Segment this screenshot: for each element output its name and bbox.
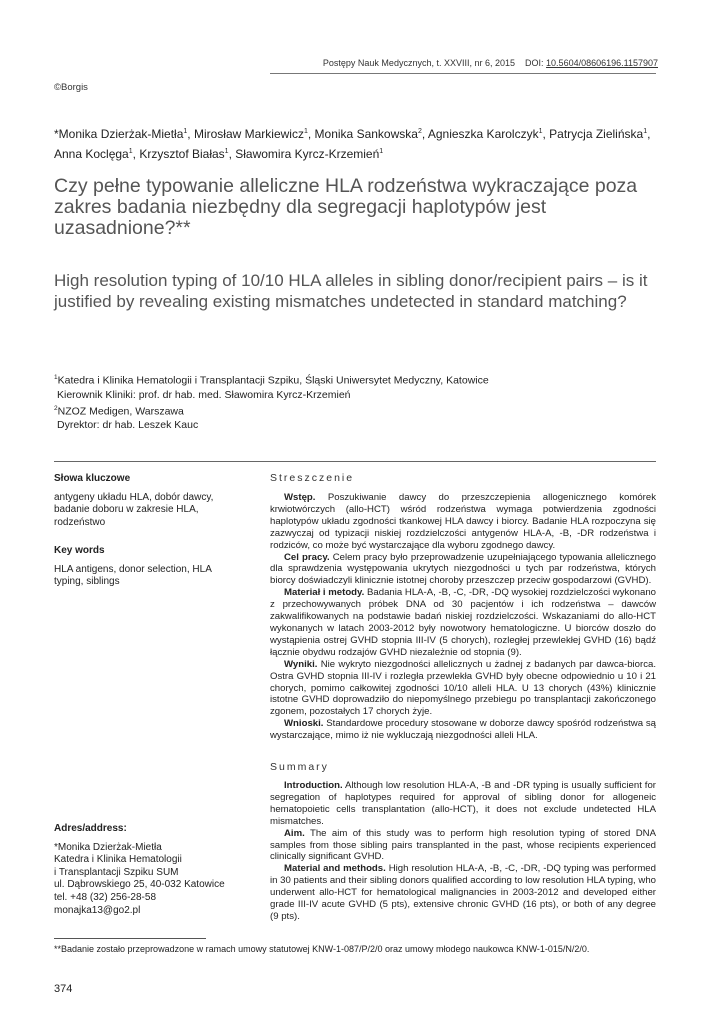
author-affiliation-mark: 1	[538, 128, 543, 135]
address-line: ul. Dąbrowskiego 25, 40-032 Katowice	[54, 879, 225, 891]
paragraph-label: Aim.	[284, 827, 305, 839]
keywords-polish	[54, 473, 234, 529]
paragraph-label: Wyniki.	[284, 658, 318, 670]
title-english: High resolution typing of 10/10 HLA alleles in sibling donor/recipient pairs – is it justified by revealing existing mismatches undetected in standard matching?	[54, 271, 648, 311]
doi-label: DOI:	[525, 58, 544, 68]
affiliations	[54, 371, 654, 432]
keywords-english-title: Key words	[54, 545, 105, 556]
section-divider	[54, 461, 656, 462]
author-name: Anna Koclęga	[54, 147, 129, 161]
paragraph-text: Standardowe procedury stosowane w doborze dawcy spośród rodzeństwa są wystarczające, mimo iż nie wykluczają niezgodności alleli HLA.	[270, 718, 656, 742]
paragraph-text: High resolution HLA-A, -B, -C, -DR, -DQ typing was performed in 30 patients and their sibling donors qualified according to low resolution HLA typing, who underwent allo-HCT for hematological malignancies in 2003-2012 and developed either grade III-IV acute GVHD (5 pts), extensive chronic GVHD (16 pts), or both of any degree (9 pts).	[270, 863, 656, 922]
summary-heading: Summary	[270, 761, 329, 773]
address-title: Adres/address:	[54, 823, 127, 834]
address-email[interactable]: monajka13@go2.pl	[54, 904, 141, 916]
paragraph-text: Poszukiwanie dawcy do przeszczepienia allogenicznego komórek krwiotwórczych (allo-HCT) wśród rodzeństwa wymaga potwierdzenia zgodności haplotypów układu zgodności tkankowej HLA dawcy i biorcy. Badanie HLA rozpoczyna się zazwyczaj od typizacji niskiej rozdzielczości antygenów HLA-A, -B, -DR rodzeństwa i rodziców, co może być wystarczające dla wyboru zgodnego dawcy.	[270, 492, 656, 551]
abstract-paragraph	[270, 492, 656, 552]
journal-header	[323, 58, 658, 68]
author-list: *Monika Dzierżak-Mietła$^1$, Mirosław Markiewicz$^1$, Monika Sankowska$^2$, Agnieszka Karolczyk$^1$, Patrycja Zielińska$^1$, Anna Koclęga$^1$, Krzysztof Białas$^1$, Sławomira Kyrcz-Krzemień$^1$	[54, 127, 651, 161]
abstract-paragraph	[270, 780, 656, 828]
abstract-paragraph	[270, 659, 656, 719]
address-line: tel. +48 (32) 256-28-58	[54, 891, 157, 903]
keywords-english-text: HLA antigens, donor selection, HLA typing, siblings	[54, 563, 212, 588]
paragraph-label: Wstęp.	[284, 492, 316, 503]
author-name: Sławomira Kyrcz-Krzemień	[235, 147, 380, 161]
author-affiliation-mark: 1	[183, 128, 188, 135]
author-affiliation-mark: 1	[224, 148, 229, 155]
publisher-label: ©Borgis	[54, 82, 88, 93]
author-name: *Monika Dzierżak-Mietła	[54, 127, 184, 141]
author-affiliation-mark: 1	[303, 128, 308, 135]
paragraph-label: Introduction.	[284, 780, 343, 791]
journal-citation: Postępy Nauk Medycznych, t. XXVIII, nr 6, 2015	[322, 58, 515, 68]
keywords-polish-title: Słowa kluczowe	[54, 473, 131, 484]
address-line: Katedra i Klinika Hematologii	[54, 854, 182, 866]
affiliation-2: $^2$NZOZ Medigen, Warszawa	[54, 404, 184, 417]
abstract-paragraph	[270, 828, 656, 864]
doi-link[interactable]: 10.5604/08606196.1157907	[546, 58, 658, 68]
author-name: Agnieszka Karolczyk	[427, 127, 539, 141]
paragraph-label: Cel pracy.	[284, 551, 330, 563]
header-divider	[270, 73, 656, 74]
keywords-polish-text: antygeny układu HLA, dobór dawcy, badanie doboru w zakresie HLA, rodzeństwo	[54, 491, 214, 528]
author-name: Monika Sankowska	[314, 127, 418, 141]
paragraph-text: Celem pracy było przeprowadzenie uzupełniającego typowania allelicznego dla sprawdzenia występowania ukrytych niezgodności u tych par rodzeństwa, których biorcy doświadczyli klinicznie istotnej choroby przeszczep przeciw gospodarzowi (GVHD).	[270, 551, 656, 587]
footnote-divider	[54, 938, 206, 939]
abstract-paragraph	[270, 863, 656, 923]
address-line: *Monika Dzierżak-Mietła	[54, 841, 162, 853]
keywords-english	[54, 545, 234, 589]
abstract-paragraph	[270, 587, 656, 658]
paragraph-text: The aim of this study was to perform high resolution typing of stored DNA samples from those sibling pairs transplanted in the past, whose recipients experienced clinically significant GVHD.	[270, 827, 656, 863]
affiliation-1-head: Kierownik Kliniki: prof. dr hab. med. Sławomira Kyrcz-Krzemień	[57, 388, 351, 401]
abstract-paragraph	[270, 718, 656, 742]
affiliation-2-head: Dyrektor: dr hab. Leszek Kauc	[57, 419, 199, 431]
author-name: Krzysztof Białas	[139, 147, 225, 161]
author-name: Mirosław Markiewicz	[193, 127, 304, 141]
streszczenie-heading: Streszczenie	[270, 472, 355, 484]
paragraph-label: Material and methods.	[284, 863, 386, 875]
page-number: 374	[54, 983, 73, 995]
paragraph-text: Badania HLA-A, -B, -C, -DR, -DQ wysokiej rozdzielczości wykonano z przechowywanych próbek DNA od 30 pacjentów i ich rodzeństwa – dawców zakwalifikowanych na podstawie badań niskiej rozdzielczości. Wskazaniami do allo-HCT wykonanych w latach 2003-2012 były nowotwory hematologiczne. U biorców doszło do wystąpienia ostrej GVHD stopnia III-IV (5 chorych), rozległej przewlekłej GVHD (16) bądź łącznie obydwu rodzajów GVHD niezależnie od stopnia (9).	[270, 587, 657, 658]
paragraph-label: Wnioski.	[284, 718, 324, 730]
abstract-paragraph	[270, 552, 656, 588]
author-affiliation-mark: 1	[379, 148, 384, 155]
correspondence-address	[54, 823, 234, 917]
author-name: Patrycja Zielińska	[549, 127, 644, 141]
affiliation-1: $^1$Katedra i Klinika Hematologii i Transplantacji Szpiku, Śląski Uniwersytet Medyczny, Katowice	[54, 374, 489, 387]
paragraph-text: Nie wykryto niezgodności allelicznych u żadnej z badanych par dawca-biorca. Ostra GVHD stopnia III-IV i rozległa przewlekła GVHD były obecne odpowiednio u 10 i 21 chorych, pomimo całkowitej zgodności 10/10 alleli HLA. U 13 chorych (43%) klinicznie istotne GVHD doprowadziło do niepomyślnego przebiegu po transplantacji zakończonego zgonem, pozostałych 17 chorych żyje.	[270, 658, 656, 718]
streszczenie-body	[270, 492, 656, 742]
paragraph-label: Materiał i metody.	[284, 587, 365, 599]
author-affiliation-mark: 1	[643, 128, 648, 135]
author-affiliation-mark: 1	[128, 148, 133, 155]
title-polish: Czy pełne typowanie alleliczne HLA rodzeństwa wykraczające poza zakres badania niezbędny dla segregacji haplotypów jest uzasadnione?**	[54, 175, 638, 239]
summary-body	[270, 780, 656, 923]
author-affiliation-mark: 2	[417, 128, 422, 135]
paragraph-text: Although low resolution HLA-A, -B and -DR typing is usually sufficient for segregation of haplotypes required for approval of sibling donor for allogeneic hematopoietic cells transplantation (allo-HCT), it does not exclude undetected HLA mismatches.	[270, 780, 656, 827]
funding-footnote: **Badanie zostało przeprowadzone w ramach umowy statutowej KNW-1-087/P/2/0 oraz umowy młodego naukowca KNW-1-015/N/2/0.	[54, 944, 590, 954]
address-line: i Transplantacji Szpiku SUM	[54, 866, 179, 878]
